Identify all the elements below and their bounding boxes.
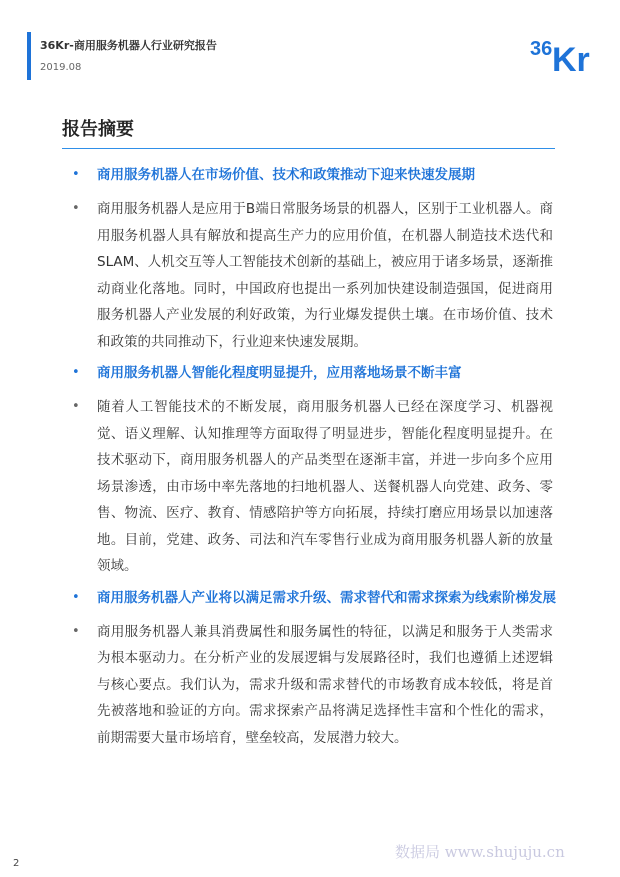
report-title: 36Kr-商用服务机器人行业研究报告: [40, 39, 217, 52]
svg-text:36: 36: [530, 38, 553, 60]
summary-list: [65, 162, 565, 756]
brand-logo: [530, 33, 600, 73]
section-divider: [62, 148, 555, 149]
bullet-icon: •: [72, 167, 80, 182]
summary-paragraph-text: 商用服务机器人是应用于B端日常服务场景的机器人，区别于工业机器人。商用服务机器人具有解放和提高生产力的应用价值，在机器人制造技术迭代和SLAM、人机交互等人工智能技术创新的基础上，被应用于诸多场景，逐渐推动商业化落地。同时，中国政府也提出一系列加快建设制造强国，促进商用服务机器人产业发展的利好政策，为行业爆发提供土壤。在市场价值、技术和政策的共同推动下，行业迎来快速发展期。: [97, 201, 553, 350]
section-title: 报告摘要: [62, 119, 134, 140]
summary-paragraph: [65, 196, 565, 355]
report-date: 2019.08: [40, 62, 82, 73]
bullet-icon: •: [72, 589, 80, 605]
watermark: 数据局 www.shujuju.cn: [395, 843, 565, 861]
summary-paragraph: [65, 619, 565, 752]
bullet-icon: •: [72, 365, 80, 380]
summary-heading: [65, 360, 565, 386]
svg-text:Kr: Kr: [552, 41, 590, 73]
page-number: 2: [13, 858, 20, 869]
summary-paragraph-text: 商用服务机器人兼具消费属性和服务属性的特征，以满足和服务于人类需求为根本驱动力。在分析产业的发展逻辑与发展路径时，我们也遵循上述逻辑与核心要点。我们认为，需求升级和需求替代的市场教育成本较低，将是首先被落地和验证的方向。需求探索产品将满足选择性丰富和个性化的需求，前期需要大量市场培育，壁垒较高，发展潜力较大。: [97, 623, 553, 746]
summary-heading-text: 商用服务机器人智能化程度明显提升，应用落地场景不断丰富: [97, 365, 462, 381]
summary-heading-text: 商用服务机器人产业将以满足需求升级、需求替代和需求探索为线索阶梯发展: [97, 589, 556, 606]
summary-heading: [65, 162, 565, 188]
summary-heading: [65, 585, 565, 611]
bullet-icon: •: [72, 623, 80, 639]
bullet-icon: •: [72, 201, 80, 216]
header-accent-bar: [27, 32, 31, 80]
summary-paragraph: [65, 394, 565, 580]
summary-heading-text: 商用服务机器人在市场价值、技术和政策推动下迎来快速发展期: [97, 167, 475, 183]
summary-paragraph-text: 随着人工智能技术的不断发展，商用服务机器人已经在深度学习、机器视觉、语义理解、认知推理等方面取得了明显进步，智能化程度明显提升。在技术驱动下，商用服务机器人的产品类型在逐渐丰富，并进一步向多个应用场景渗透，由市场中率先落地的扫地机器人、送餐机器人向党建、政务、零售、物流、医疗、教育、情感陪护等方向拓展，持续打磨应用场景以加速落地。目前，党建、政务、司法和汽车零售行业成为商用服务机器人新的放量领域。: [97, 399, 553, 574]
bullet-icon: •: [72, 399, 80, 414]
